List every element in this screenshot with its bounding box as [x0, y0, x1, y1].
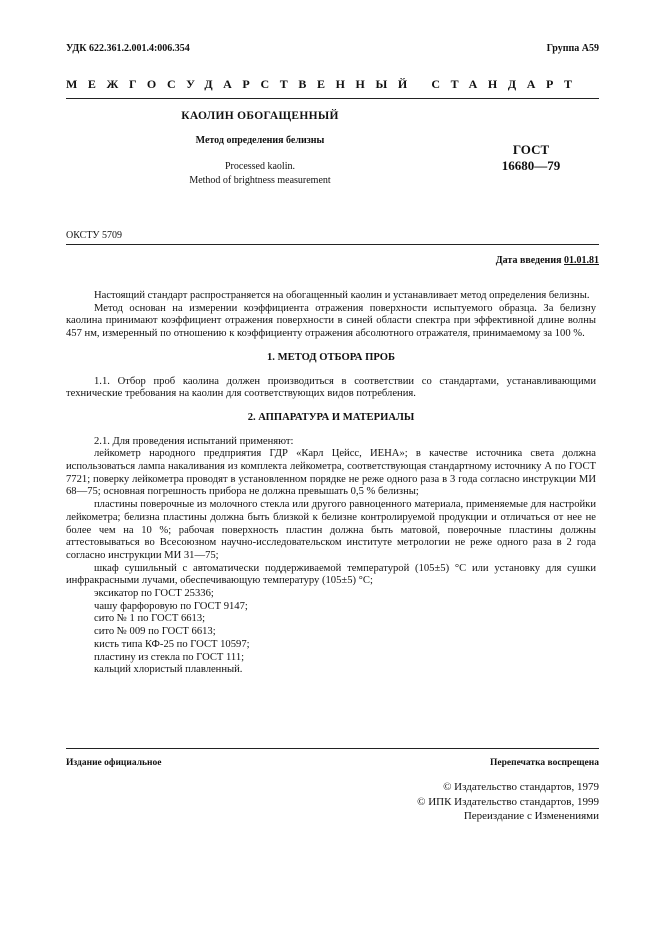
- copyright-block: [417, 780, 599, 824]
- section-1-title: 1. МЕТОД ОТБОРА ПРОБ: [266, 351, 396, 363]
- list-item: сито № 1 по ГОСТ 6613;: [94, 613, 206, 625]
- copyright-1999: © ИПК Издательство стандартов, 1999: [417, 795, 599, 808]
- reissue-note: Переиздание с Изменениями: [463, 810, 599, 822]
- section-2-title: 2. АППАРАТУРА И МАТЕРИАЛЫ: [247, 411, 415, 423]
- standard-banner: МЕЖГОСУДАРСТВЕННЫЙ СТАНДАРТ: [66, 77, 583, 91]
- document-subtitle: Метод определения белизны: [195, 135, 325, 146]
- oksty-rule: [66, 244, 599, 245]
- paragraph-2-1: 2.1. Для проведения испытаний применяют:: [94, 435, 294, 447]
- paragraph-1-1: 1.1. Отбор проб каолина должен производиться в соответствии со стандартами, устанавливающими технические требования на каолин для соответствующих видов потребления.: [66, 375, 596, 400]
- effective-date: [496, 255, 599, 266]
- paragraph-oven: шкаф сушильный с автоматически поддерживаемой температурой (105±5) °С или установку для сушки инфракрасными лучами, обеспечивающую температуру (105±5) °С;: [66, 562, 596, 587]
- copyright-1979: © Издательство стандартов, 1979: [443, 781, 599, 793]
- udk-code: УДК 622.361.2.001.4:006.354: [66, 43, 190, 54]
- effective-date-label: Дата введения: [495, 255, 564, 266]
- reprint-prohibited: Перепечатка воспрещена: [489, 758, 599, 768]
- list-item: эксикатор по ГОСТ 25336;: [94, 588, 214, 600]
- footer-rule: [66, 748, 599, 749]
- banner-rule: [66, 98, 599, 99]
- list-item: чашу фарфоровую по ГОСТ 9147;: [94, 600, 248, 612]
- paragraph-plates: пластины поверочные из молочного стекла или другого равноценного материала, применяемые для настройки лейкометра; белизна пластины должна быть близкой к белизне контролируемой продукции и отличаться от нее не более чем на 10 %; рабочая поверхность пластин должна быть матовой, поверочные пластины должны аттестовываться во Всесоюзном научно-исследовательском институте метрологии не реже одного раза в 2 года согласно инструкции МИ 31—75;: [66, 499, 596, 561]
- paragraph-method: Метод основан на измерении коэффициента отражения поверхности испытуемого образца. За белизну каолина принимают коэффициент отражения поверхности в синей области спектра при эффективной длине волны 457 нм, измеренный по отношению к коэффициенту отражения абсолютного отражателя, принимаемому за 100 %.: [66, 302, 596, 340]
- oksty-code: ОКСТУ 5709: [66, 230, 123, 241]
- paragraph-scope: Настоящий стандарт распространяется на обогащенный каолин и устанавливает метод определения белизны.: [94, 290, 590, 301]
- list-item: пластину из стекла по ГОСТ 111;: [94, 651, 245, 663]
- effective-date-value: 01.01.81: [564, 255, 599, 266]
- english-title-line1: Processed kaolin.: [225, 161, 295, 172]
- title-block: [150, 110, 370, 188]
- gost-number: [493, 142, 569, 174]
- english-title: [150, 160, 370, 188]
- official-edition: Издание официальное: [66, 758, 162, 768]
- paragraph-leukometer: лейкометр народного предприятия ГДР «Карл Цейсс, ИЕНА»; в качестве источника света должна использоваться лампа накаливания из комплекта лейкометра, соответствующая стандартному источнику А по ГОСТ 7721; поверку лейкометра проводят в установленном порядке не реже одного раза в 3 года согласно инструкции МИ 68—75; основная погрешность прибора не должна превышать 0,5 % белизны;: [66, 448, 596, 498]
- list-item: кальций хлористый плавленный.: [94, 664, 243, 676]
- group-code: Группа А59: [546, 43, 599, 54]
- gost-code: 16680—79: [501, 158, 561, 173]
- list-item: сито № 009 по ГОСТ 6613;: [94, 626, 216, 638]
- english-title-line2: Method of brightness measurement: [189, 175, 331, 186]
- document-title: КАОЛИН ОБОГАЩЕННЫЙ: [181, 110, 339, 122]
- gost-label: ГОСТ: [512, 142, 550, 157]
- document-body: [66, 290, 596, 677]
- list-item: кисть типа КФ-25 по ГОСТ 10597;: [94, 638, 250, 650]
